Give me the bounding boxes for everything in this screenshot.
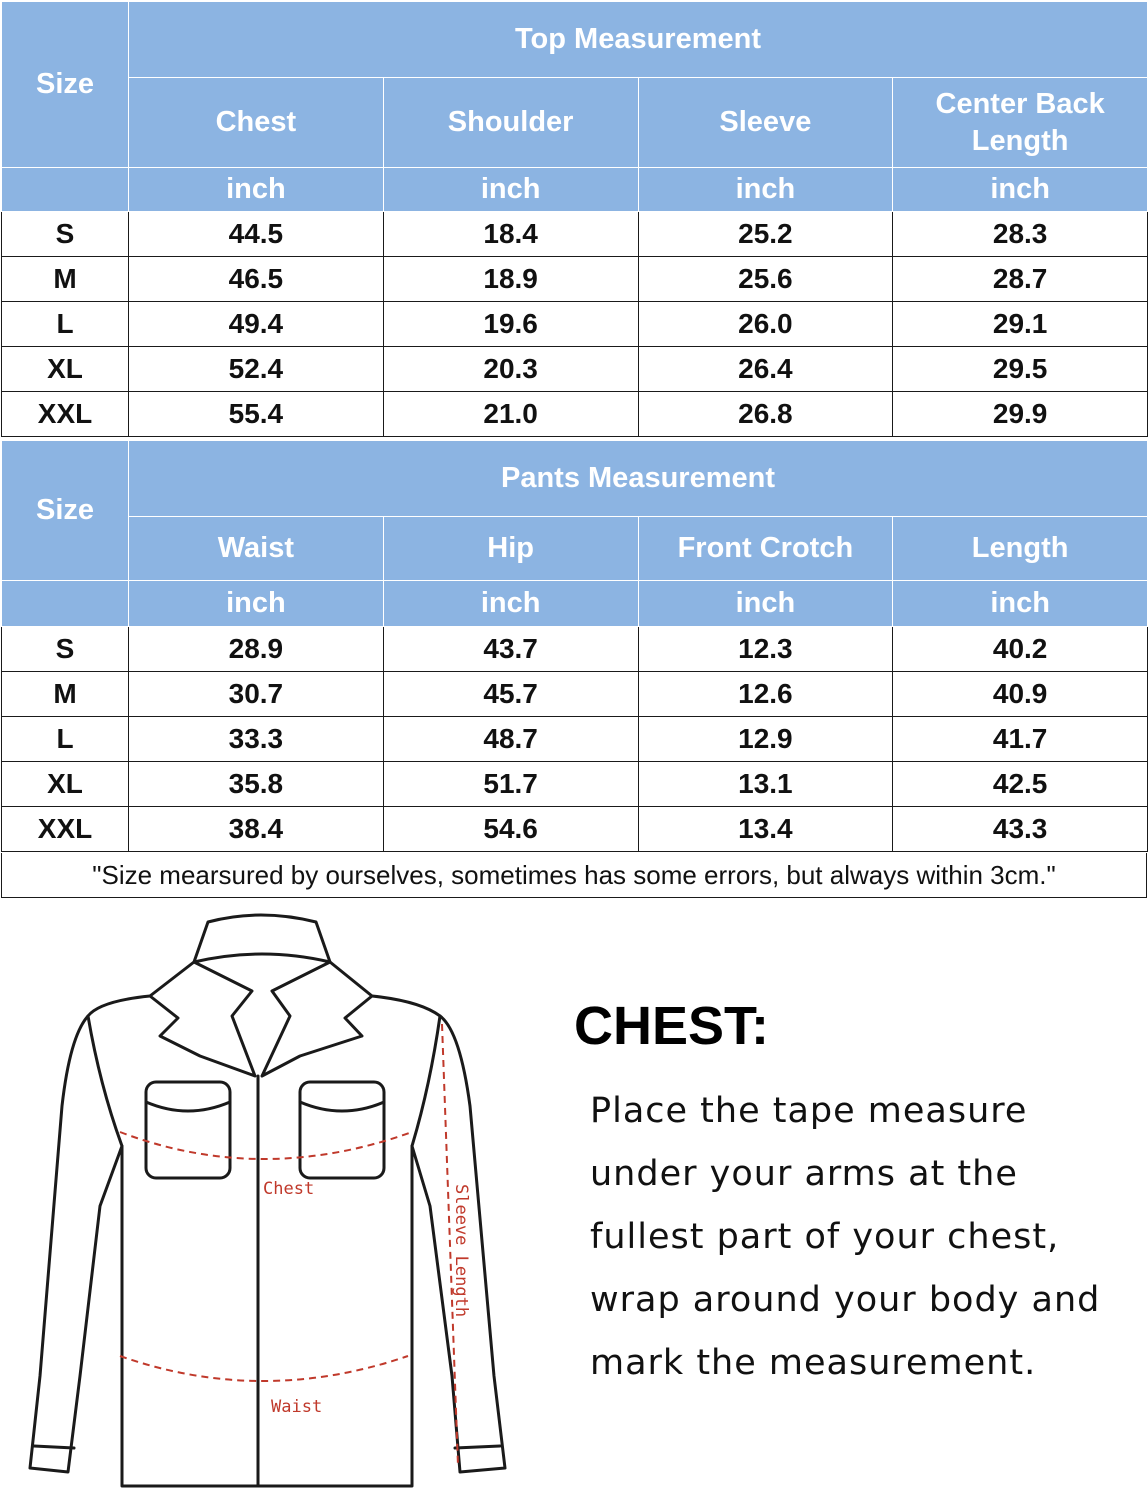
value-cell: 48.7	[383, 717, 638, 762]
value-cell: 19.6	[383, 302, 638, 347]
waist-measure-line	[120, 1356, 408, 1381]
table-row	[2, 392, 1148, 437]
value-cell: 38.4	[129, 807, 384, 852]
left-armhole-seam	[88, 1016, 122, 1146]
left-pocket-flap	[146, 1102, 230, 1111]
size-cell: L	[2, 717, 129, 762]
value-cell: 12.3	[638, 627, 893, 672]
value-cell: 46.5	[129, 257, 384, 302]
table-row	[2, 302, 1148, 347]
table-row	[2, 672, 1148, 717]
column-header: Front Crotch	[638, 517, 893, 581]
column-header: Waist	[129, 517, 384, 581]
value-cell: 29.9	[893, 392, 1148, 437]
value-cell: 20.3	[383, 347, 638, 392]
value-cell: 18.9	[383, 257, 638, 302]
unit-label: inch	[638, 168, 893, 212]
column-header: Hip	[383, 517, 638, 581]
top-measurement-table	[1, 1, 1148, 437]
table-row	[2, 717, 1148, 762]
size-cell: L	[2, 302, 129, 347]
unit-label: inch	[129, 581, 384, 627]
value-cell: 13.1	[638, 762, 893, 807]
right-cuff	[455, 1446, 500, 1448]
measurement-note: "Size mearsured by ourselves, sometimes has some errors, but always within 3cm."	[1, 853, 1147, 898]
value-cell: 40.9	[893, 672, 1148, 717]
value-cell: 51.7	[383, 762, 638, 807]
value-cell: 43.3	[893, 807, 1148, 852]
column-header: Chest	[129, 78, 384, 168]
value-cell: 33.3	[129, 717, 384, 762]
left-pocket	[146, 1082, 230, 1178]
value-cell: 13.4	[638, 807, 893, 852]
table-row	[2, 627, 1148, 672]
right-lapel	[262, 962, 372, 1076]
shirt-measurement-diagram	[0, 906, 560, 1500]
size-cell: S	[2, 627, 129, 672]
chest-guide-heading: CHEST:	[574, 996, 770, 1056]
table-title: Top Measurement	[129, 2, 1148, 78]
table-row	[2, 212, 1148, 257]
value-cell: 29.5	[893, 347, 1148, 392]
value-cell: 44.5	[129, 212, 384, 257]
unit-label: inch	[383, 581, 638, 627]
chest-guide-text: Place the tape measure under your arms at the fullest part of your chest, wrap around your body and mark the measurement.	[590, 1091, 1101, 1383]
size-header-spacer	[2, 581, 129, 627]
collar-outline	[194, 915, 330, 962]
unit-label: inch	[893, 581, 1148, 627]
right-armhole-seam	[412, 1016, 440, 1146]
value-cell: 29.1	[893, 302, 1148, 347]
value-cell: 40.2	[893, 627, 1148, 672]
value-cell: 28.7	[893, 257, 1148, 302]
table-row	[2, 257, 1148, 302]
chest-label: Chest	[263, 1179, 315, 1199]
value-cell: 12.9	[638, 717, 893, 762]
value-cell: 41.7	[893, 717, 1148, 762]
column-header: Shoulder	[383, 78, 638, 168]
value-cell: 52.4	[129, 347, 384, 392]
column-header: Length	[893, 517, 1148, 581]
size-cell: M	[2, 257, 129, 302]
size-header: Size	[2, 2, 129, 168]
table-title: Pants Measurement	[129, 441, 1148, 517]
value-cell: 12.6	[638, 672, 893, 717]
waist-label: Waist	[271, 1397, 323, 1417]
value-cell: 28.9	[129, 627, 384, 672]
size-cell: XXL	[2, 807, 129, 852]
value-cell: 43.7	[383, 627, 638, 672]
size-header: Size	[2, 441, 129, 581]
unit-label: inch	[383, 168, 638, 212]
size-cell: M	[2, 672, 129, 717]
column-header: Center Back Length	[893, 78, 1148, 168]
value-cell: 26.0	[638, 302, 893, 347]
value-cell: 18.4	[383, 212, 638, 257]
size-cell: S	[2, 212, 129, 257]
size-cell: XL	[2, 347, 129, 392]
table-row	[2, 807, 1148, 852]
pants-measurement-table	[1, 440, 1148, 852]
value-cell: 21.0	[383, 392, 638, 437]
size-cell: XXL	[2, 392, 129, 437]
size-header-spacer	[2, 168, 129, 212]
sleeve-length-label: Sleeve Length	[451, 1184, 471, 1318]
right-pocket	[300, 1082, 384, 1178]
value-cell: 26.8	[638, 392, 893, 437]
left-cuff	[34, 1446, 74, 1448]
chest-measure-line	[120, 1132, 412, 1159]
right-pocket-flap	[300, 1102, 384, 1111]
value-cell: 28.3	[893, 212, 1148, 257]
table-row	[2, 347, 1148, 392]
value-cell: 30.7	[129, 672, 384, 717]
value-cell: 42.5	[893, 762, 1148, 807]
value-cell: 45.7	[383, 672, 638, 717]
column-header: Sleeve	[638, 78, 893, 168]
value-cell: 49.4	[129, 302, 384, 347]
unit-label: inch	[638, 581, 893, 627]
unit-label: inch	[893, 168, 1148, 212]
value-cell: 25.6	[638, 257, 893, 302]
value-cell: 35.8	[129, 762, 384, 807]
value-cell: 25.2	[638, 212, 893, 257]
size-cell: XL	[2, 762, 129, 807]
value-cell: 55.4	[129, 392, 384, 437]
shirt-body-outline	[30, 996, 505, 1486]
left-lapel	[150, 962, 255, 1076]
value-cell: 54.6	[383, 807, 638, 852]
table-row	[2, 762, 1148, 807]
value-cell: 26.4	[638, 347, 893, 392]
unit-label: inch	[129, 168, 384, 212]
